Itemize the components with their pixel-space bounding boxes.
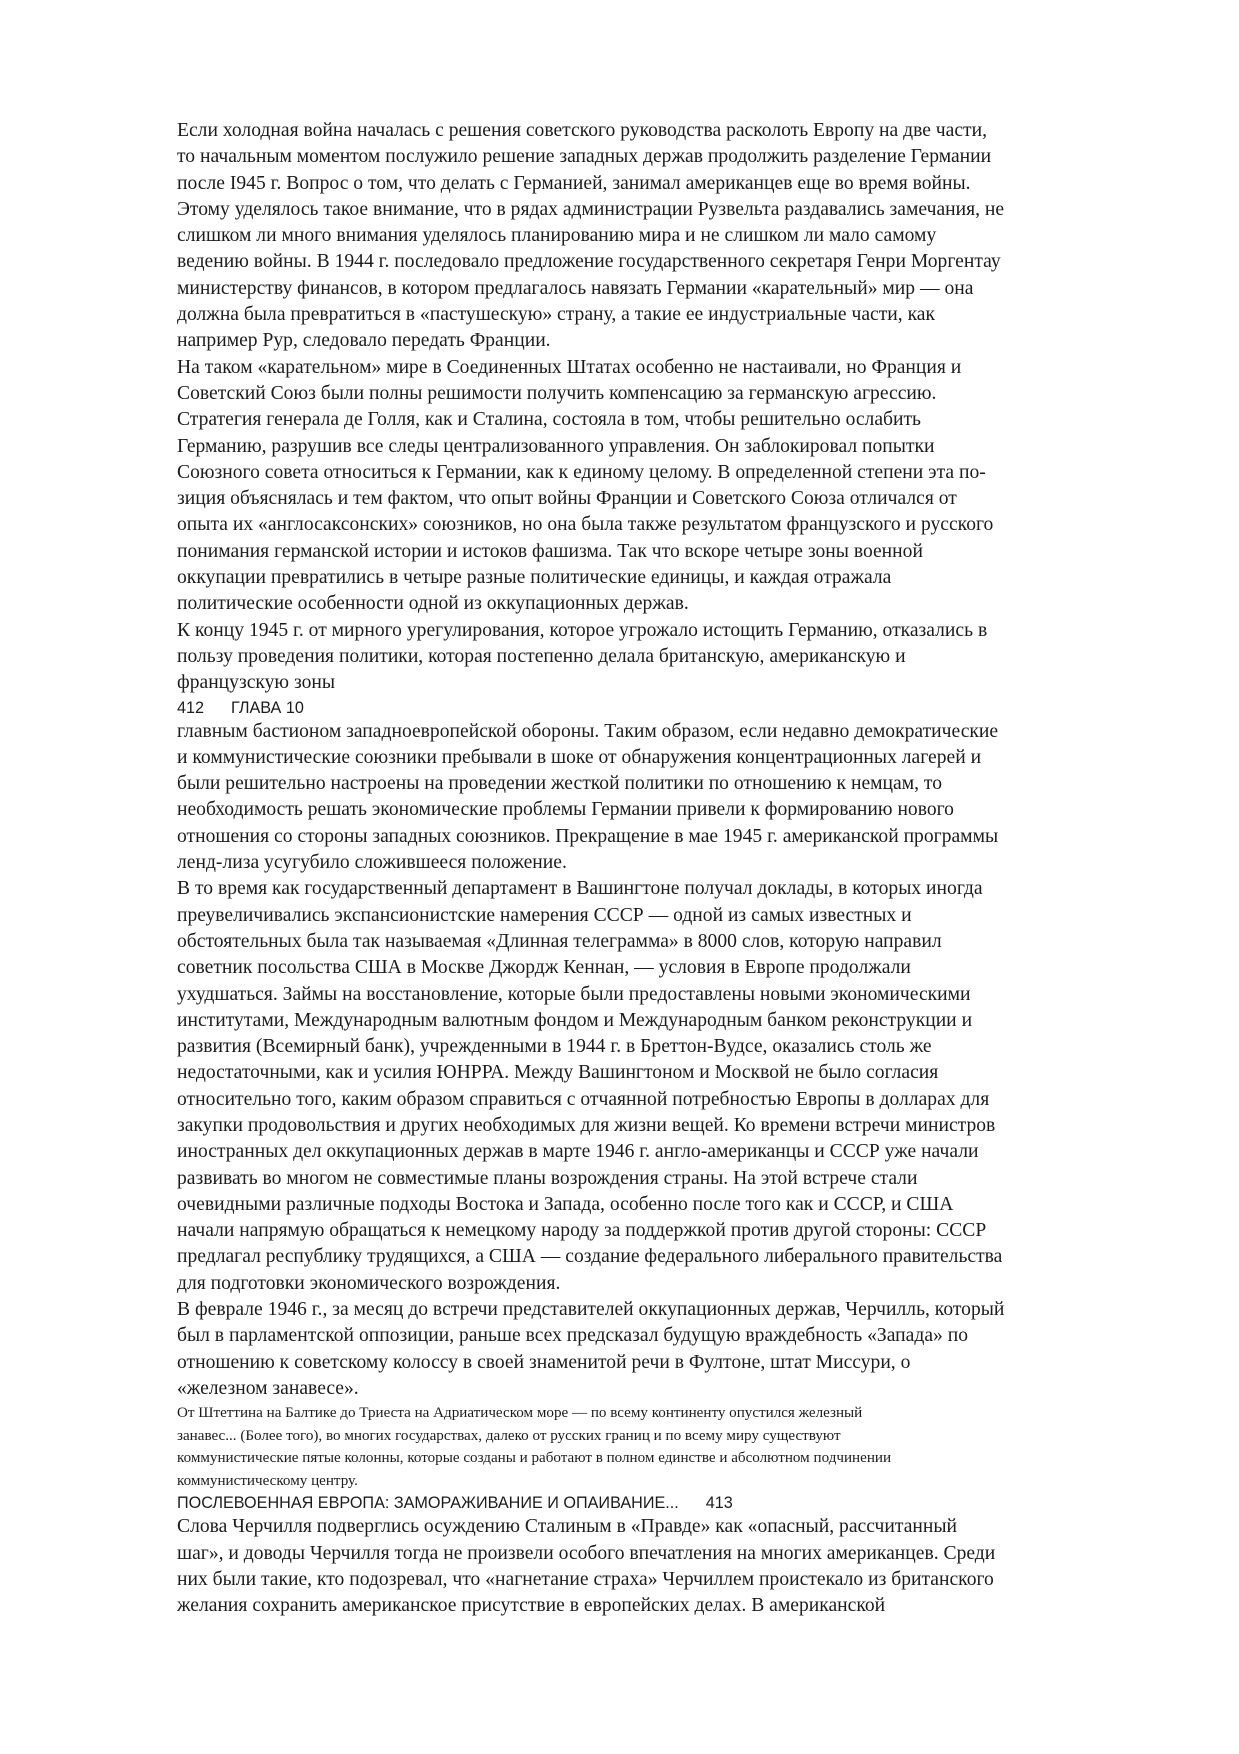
running-header-page-413: ПОСЛЕВОЕННАЯ ЕВРОПА: ЗАМОРАЖИВАНИЕ И ОПАИВАНИЕ... 413	[177, 1494, 733, 1513]
running-header-page-412: 412 ГЛАВА 10	[177, 698, 304, 717]
paragraph-postwar-germany: Если холодная война началась с решения советского руководства расколоть Европу на две части, то начальным моментом послужило решение западных держав продолжить разделение Германии после I945 г. Вопрос о том, что делать с Германией, занимал американцев еще во время войны. Этому уделялось такое внимание, что в рядах администрации Рузвельта раздавались замечания, не слишком ли много внимания уделялось планированию мира и не слишком ли мало самому ведению войны. В 1944 г. последовало предложение государственного секретаря Генри Моргентау министерству финансов, в котором предлагалось навязать Германии «карательный» мир — она должна была превратиться в «пастушескую» страну, а такие ее индустриальные части, как например Рур, следовало передать Франции.	[177, 120, 1005, 352]
iron-curtain-quote: От Штеттина на Балтике до Триеста на Адриатическом море — по всему континенту опустился железный занавес... (Более того), во многих государствах, далеко от русских границ и по всему миру существуют коммунистические пятые колонны, которые созданы и работают в полном единстве и абсолютном подчинении коммунистическому центру.	[177, 1405, 892, 1489]
paragraph-punitive-peace: На таком «карательном» мире в Соединенных Штатах особенно не настаивали, но Франция и Советский Союз были полны решимости получить компенсацию за германскую агрессию. Стратегия генерала де Голля, как и Сталина, состояла в том, чтобы решительно ослабить Германию, разрушив все следы централизованного управления. Он заблокировал попытки Союзного совета относиться к Германии, как к единому целому. В определенной степени эта по- зиция объяснялась и тем фактом, что опыт войны Франции и Советского Союза отличался от опыта их «англосаксонских» союзников, но она была также результатом французского и русского понимания германской истории и истоков фашизма. Так что вскоре четыре зоны военной оккупации превратились в четыре разные политические единицы, и каждая отражала политические особенности одной из оккупационных держав.	[177, 356, 994, 615]
paragraph-end-of-1945: К концу 1945 г. от мирного урегулирования, которое угрожало истощить Германию, отказались в пользу проведения политики, которая постепенно делала британскую, американскую и французскую зоны	[177, 619, 988, 694]
paragraph-fulton-speech: В феврале 1946 г., за месяц до встречи представителей оккупационных держав, Черчилль, который был в парламентской оппозиции, раньше всех предсказал будущую враждебность «Запада» по отношению к советскому колоссу в своей знаменитой речи в Фултоне, штат Миссури, о «железном занавесе».	[177, 1299, 1005, 1399]
paragraph-western-bastion: главным бастионом западноевропейской обороны. Таким образом, если недавно демократические и коммунистические союзники пребывали в шоке от обнаружения концентрационных лагерей и были решительно настроены на проведении жесткой политики по отношению к немцам, то необходимость решать экономические проблемы Германии привели к формированию нового отношения со стороны западных союзников. Прекращение в мае 1945 г. американской программы ленд-лиза усугубило сложившееся положение.	[177, 720, 999, 874]
paragraph-stalin-response: Слова Черчилля подверглись осуждению Сталиным в «Правде» как «опасный, рассчитанный шаг», и доводы Черчилля тогда не произвели особого впечатления на многих американцев. Среди них были такие, кто подозревал, что «нагнетание страха» Черчиллем проистекало из британского желания сохранить американское присутствие в европейских делах. В американской	[177, 1516, 996, 1617]
paragraph-long-telegram: В то время как государственный департамент в Вашингтоне получал доклады, в которых иногда преувеличивались экспансионистские намерения СССР — одной из самых известных и обстоятельных была так называемая «Длинная телеграмма» в 8000 слов, которую направил советник посольства США в Москве Джордж Кеннан, — условия в Европе продолжали ухудшаться. Займы на восстановление, которые были предоставлены новыми экономическими институтами, Международным валютным фондом и Международным банком реконструкции и развития (Всемирный банк), учрежденными в 1944 г. в Бреттон-Вудсе, оказались столь же недостаточными, как и усилия ЮНРРА. Между Вашингтоном и Москвой не было согласия относительно того, каким образом справиться с отчаянной потребностью Европы в долларах для закупки продовольствия и других необходимых для жизни вещей. Ко времени встречи министров иностранных дел оккупационных держав в марте 1946 г. англо-американцы и СССР уже начали развивать во многом не совместимые планы возрождения страны. На этой встрече стали очевидными различные подходы Востока и Запада, особенно после того как и СССР, и США начали напрямую обращаться к немецкому народу за поддержкой против другой стороны: СССР предлагал республику трудящихся, а США — создание федерального либерального правительства для подготовки экономического возрождения.	[177, 878, 1003, 1294]
document-page	[177, 118, 1157, 1619]
